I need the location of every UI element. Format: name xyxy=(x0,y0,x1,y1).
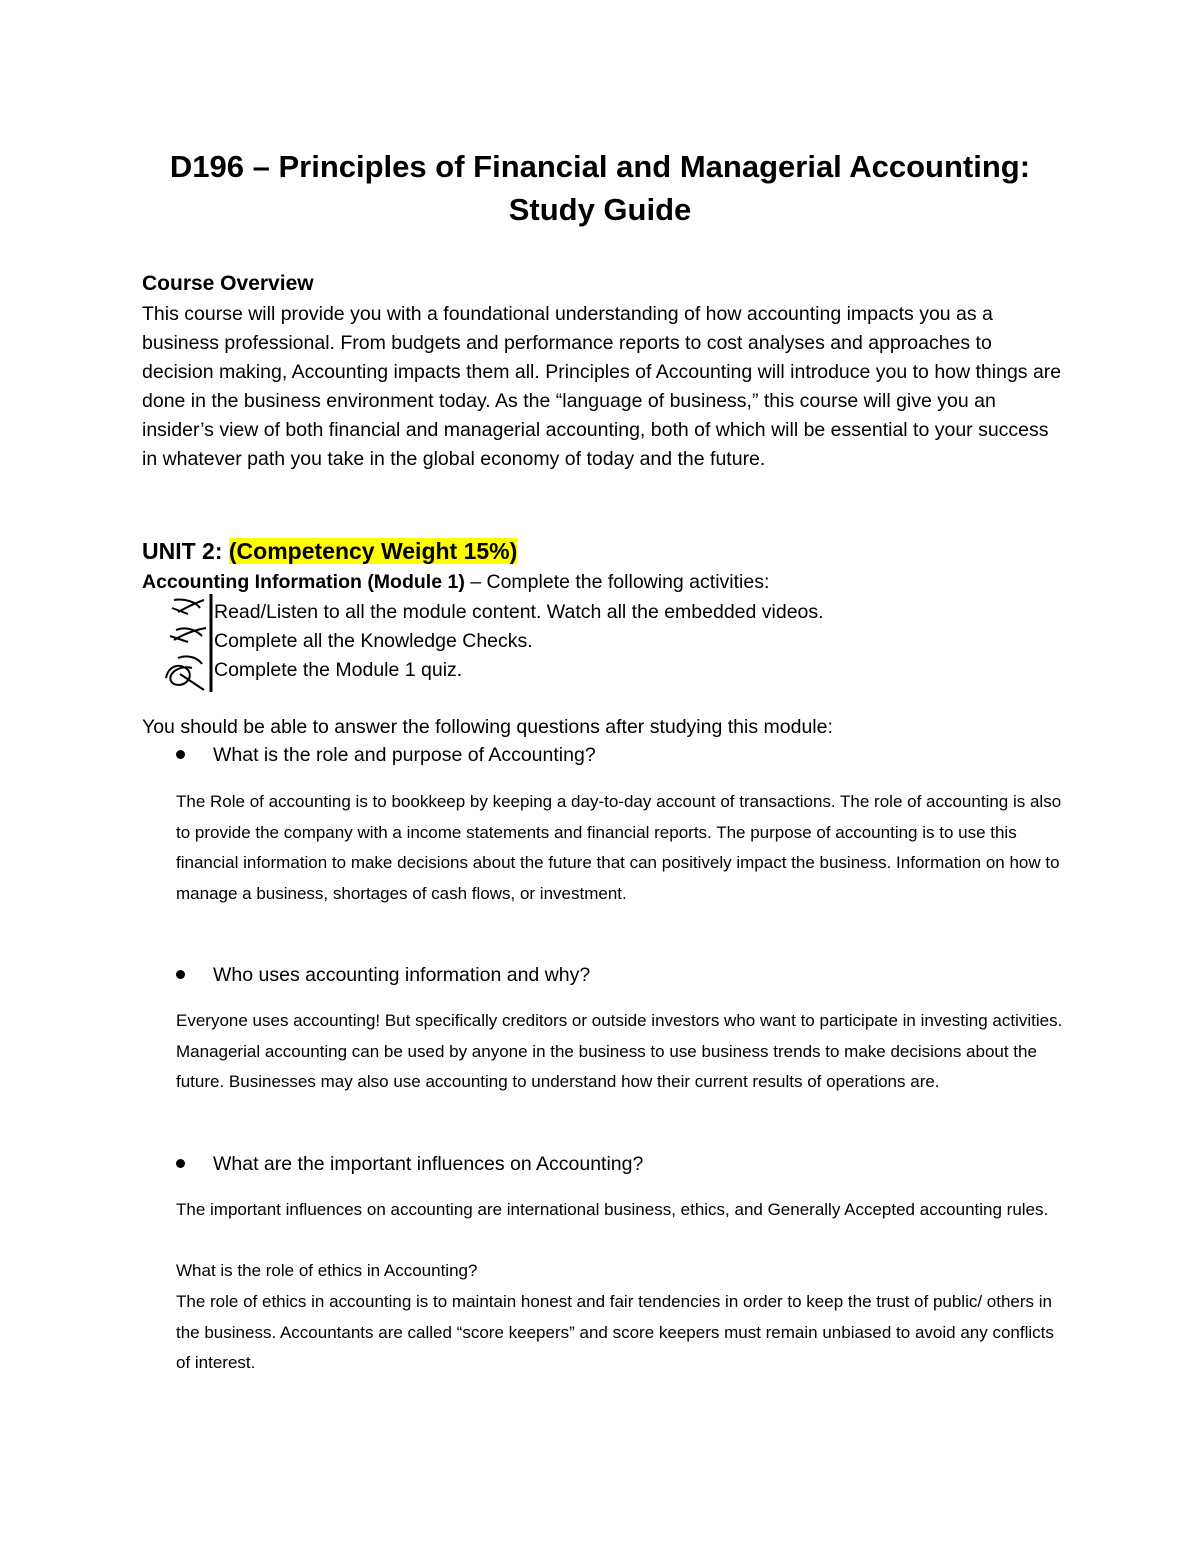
competency-weight-highlight: (Competency Weight 15%) xyxy=(228,538,518,564)
bullet-icon xyxy=(176,1159,185,1168)
question-text: What is the role and purpose of Accounting? xyxy=(213,744,596,766)
document-title-line-1: D196 – Principles of Financial and Managerial Accounting: xyxy=(169,149,1031,184)
question-text: Who uses accounting information and why? xyxy=(213,964,591,986)
answer-text: The important influences on accounting are international business, ethics, and Generally Accepted accounting rules. xyxy=(176,1200,1049,1219)
course-overview-heading: Course Overview xyxy=(142,272,314,295)
checkmark-scribble-icon xyxy=(158,590,218,696)
module-heading-rest: – Complete the following activities: xyxy=(464,571,770,593)
answer-text: The Role of accounting is to bookkeep by keeping a day-to-day account of transactions. The role of accounting is also to provide the company with a income statements and financial reports. The purpose of accounting is to use this financial information to make decisions about the future that can positively impact the business. Information on how to manage a business, shortages of cash flows, or investment. xyxy=(176,792,1062,903)
module-heading xyxy=(142,568,769,596)
unit-heading xyxy=(142,536,517,566)
bullet-icon xyxy=(176,970,185,979)
activity-item: Complete the Module 1 quiz. xyxy=(214,659,463,681)
course-overview-body: This course will provide you with a foundational understanding of how accounting impacts you as a business professional. From budgets and performance reports to cost analyses and approaches to decision making, Accounting impacts them all. Principles of Accounting will introduce you to how things are done in the business environment today. As the “language of business,” this course will give you an insider’s view of both financial and managerial accounting, both of which will be essential to your success in whatever path you take in the global economy of today and the future. xyxy=(142,303,1062,470)
ethics-answer: The role of ethics in accounting is to maintain honest and fair tendencies in order to keep the trust of public/ others in the business. Accountants are called “score keepers” and score keepers must remain unbiased to avoid any conflicts of interest. xyxy=(176,1292,1054,1372)
module-heading-bold: Accounting Information (Module 1) xyxy=(142,571,465,593)
document-title-line-2: Study Guide xyxy=(508,192,692,227)
activity-item: Complete all the Knowledge Checks. xyxy=(214,630,533,652)
bullet-icon xyxy=(176,750,185,759)
unit-label: UNIT 2: xyxy=(142,538,229,564)
ethics-question: What is the role of ethics in Accounting? xyxy=(176,1261,478,1280)
questions-intro: You should be able to answer the following questions after studying this module: xyxy=(142,716,833,738)
activity-item: Read/Listen to all the module content. Watch all the embedded videos. xyxy=(214,601,824,623)
answer-text: Everyone uses accounting! But specifically creditors or outside investors who want to participate in investing activities. Managerial accounting can be used by anyone in the business to use business trends to make decisions about the future. Businesses may also use accounting to understand how their current results of operations are. xyxy=(176,1011,1063,1091)
question-text: What are the important influences on Accounting? xyxy=(213,1153,644,1175)
